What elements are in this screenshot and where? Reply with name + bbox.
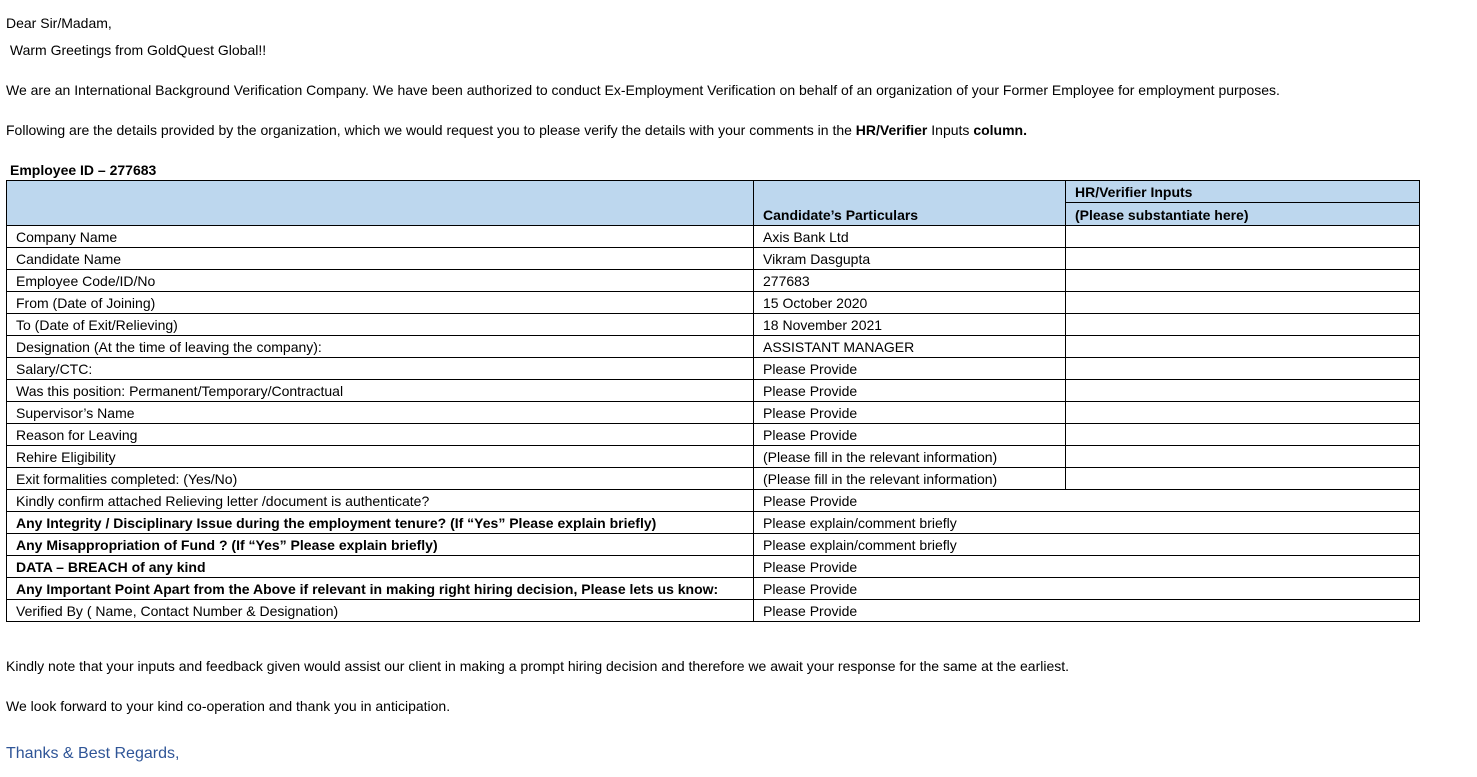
row-value: Axis Bank Ltd bbox=[754, 226, 1066, 248]
table-row-designation bbox=[7, 336, 1420, 358]
hr-input-cell[interactable] bbox=[1066, 270, 1420, 292]
salutation: Dear Sir/Madam, bbox=[6, 15, 112, 31]
request-text-2: Inputs bbox=[927, 122, 974, 138]
row-value: Vikram Dasgupta bbox=[754, 248, 1066, 270]
table-header-row bbox=[7, 181, 1420, 203]
row-label: Was this position: Permanent/Temporary/Contractual bbox=[7, 380, 754, 402]
row-label: Rehire Eligibility bbox=[7, 446, 754, 468]
table-row-verified-by bbox=[7, 600, 1420, 622]
row-value: Please Provide bbox=[754, 556, 1420, 578]
hr-input-cell[interactable] bbox=[1066, 314, 1420, 336]
table-row-salary bbox=[7, 358, 1420, 380]
row-label: Candidate Name bbox=[7, 248, 754, 270]
hr-input-cell[interactable] bbox=[1066, 446, 1420, 468]
row-label: Any Misappropriation of Fund ? (If “Yes” Please explain briefly) bbox=[7, 534, 754, 556]
hr-input-cell[interactable] bbox=[1066, 248, 1420, 270]
row-value: Please Provide bbox=[754, 424, 1066, 446]
row-label: Designation (At the time of leaving the company): bbox=[7, 336, 754, 358]
row-label: Company Name bbox=[7, 226, 754, 248]
row-value: Please Provide bbox=[754, 358, 1066, 380]
table-row-relieving-letter bbox=[7, 490, 1420, 512]
request-paragraph bbox=[6, 121, 1027, 139]
hr-input-cell[interactable] bbox=[1066, 226, 1420, 248]
row-value: (Please fill in the relevant information) bbox=[754, 468, 1066, 490]
request-bold-hr: HR/Verifier bbox=[855, 122, 928, 138]
row-value: Please Provide bbox=[754, 578, 1420, 600]
verification-table bbox=[6, 180, 1420, 622]
greeting: Warm Greetings from GoldQuest Global!! bbox=[6, 42, 267, 58]
table-row-important-point bbox=[7, 578, 1420, 600]
row-value: Please explain/comment briefly bbox=[754, 534, 1420, 556]
row-value: 18 November 2021 bbox=[754, 314, 1066, 336]
header-hr-verifier-inputs: HR/Verifier Inputs bbox=[1066, 181, 1420, 203]
closing-thanks: We look forward to your kind co-operation and thank you in anticipation. bbox=[6, 698, 451, 714]
row-value: Please Provide bbox=[754, 380, 1066, 402]
row-label: Employee Code/ID/No bbox=[7, 270, 754, 292]
hr-input-cell[interactable] bbox=[1066, 380, 1420, 402]
row-label: Any Integrity / Disciplinary Issue during the employment tenure? (If “Yes” Please explain briefly) bbox=[7, 512, 754, 534]
intro-paragraph: We are an International Background Verification Company. We have been authorized to conduct Ex-Employment Verification on behalf of an organization of your Former Employee for employment purposes. bbox=[6, 82, 1280, 98]
request-bold-column: column. bbox=[973, 122, 1027, 138]
table-row-data-breach bbox=[7, 556, 1420, 578]
table-row-supervisor bbox=[7, 402, 1420, 424]
header-candidate-particulars: Candidate’s Particulars bbox=[754, 181, 1066, 226]
employee-id-caption: Employee ID – 277683 bbox=[10, 162, 157, 178]
table-row-misappropriation bbox=[7, 534, 1420, 556]
hr-input-cell[interactable] bbox=[1066, 424, 1420, 446]
row-value: Please Provide bbox=[754, 600, 1420, 622]
row-value: 15 October 2020 bbox=[754, 292, 1066, 314]
table-row-exit-formalities bbox=[7, 468, 1420, 490]
row-value: 277683 bbox=[754, 270, 1066, 292]
row-label: Verified By ( Name, Contact Number & Designation) bbox=[7, 600, 754, 622]
header-blank-cell bbox=[7, 181, 754, 226]
closing-note: Kindly note that your inputs and feedback given would assist our client in making a prompt hiring decision and therefore we await your response for the same at the earliest. bbox=[6, 658, 1070, 674]
hr-input-cell[interactable] bbox=[1066, 358, 1420, 380]
hr-input-cell[interactable] bbox=[1066, 292, 1420, 314]
table-row-date-of-exit bbox=[7, 314, 1420, 336]
hr-input-cell[interactable] bbox=[1066, 468, 1420, 490]
row-value: Please Provide bbox=[754, 490, 1420, 512]
row-label: Any Important Point Apart from the Above if relevant in making right hiring decision, Please lets us know: bbox=[7, 578, 754, 600]
table-row-date-of-joining bbox=[7, 292, 1420, 314]
row-label: To (Date of Exit/Relieving) bbox=[7, 314, 754, 336]
row-label: Reason for Leaving bbox=[7, 424, 754, 446]
request-text-1: Following are the details provided by the organization, which we would request you to please verify the details with your comments in the bbox=[6, 122, 856, 138]
row-label: Kindly confirm attached Relieving letter /document is authenticate? bbox=[7, 490, 754, 512]
signoff: Thanks & Best Regards, bbox=[6, 745, 180, 762]
table-row-company-name bbox=[7, 226, 1420, 248]
hr-input-cell[interactable] bbox=[1066, 336, 1420, 358]
table-row-integrity-issue bbox=[7, 512, 1420, 534]
table-row-employee-code bbox=[7, 270, 1420, 292]
row-value: Please explain/comment briefly bbox=[754, 512, 1420, 534]
row-value: ASSISTANT MANAGER bbox=[754, 336, 1066, 358]
table-row-reason-for-leaving bbox=[7, 424, 1420, 446]
row-value: (Please fill in the relevant information) bbox=[754, 446, 1066, 468]
row-label: DATA – BREACH of any kind bbox=[7, 556, 754, 578]
row-label: Supervisor’s Name bbox=[7, 402, 754, 424]
row-value: Please Provide bbox=[754, 402, 1066, 424]
row-label: From (Date of Joining) bbox=[7, 292, 754, 314]
hr-input-cell[interactable] bbox=[1066, 402, 1420, 424]
header-please-substantiate: (Please substantiate here) bbox=[1066, 203, 1420, 226]
table-row-candidate-name bbox=[7, 248, 1420, 270]
table-row-rehire-eligibility bbox=[7, 446, 1420, 468]
table-row-position-type bbox=[7, 380, 1420, 402]
row-label: Salary/CTC: bbox=[7, 358, 754, 380]
row-label: Exit formalities completed: (Yes/No) bbox=[7, 468, 754, 490]
